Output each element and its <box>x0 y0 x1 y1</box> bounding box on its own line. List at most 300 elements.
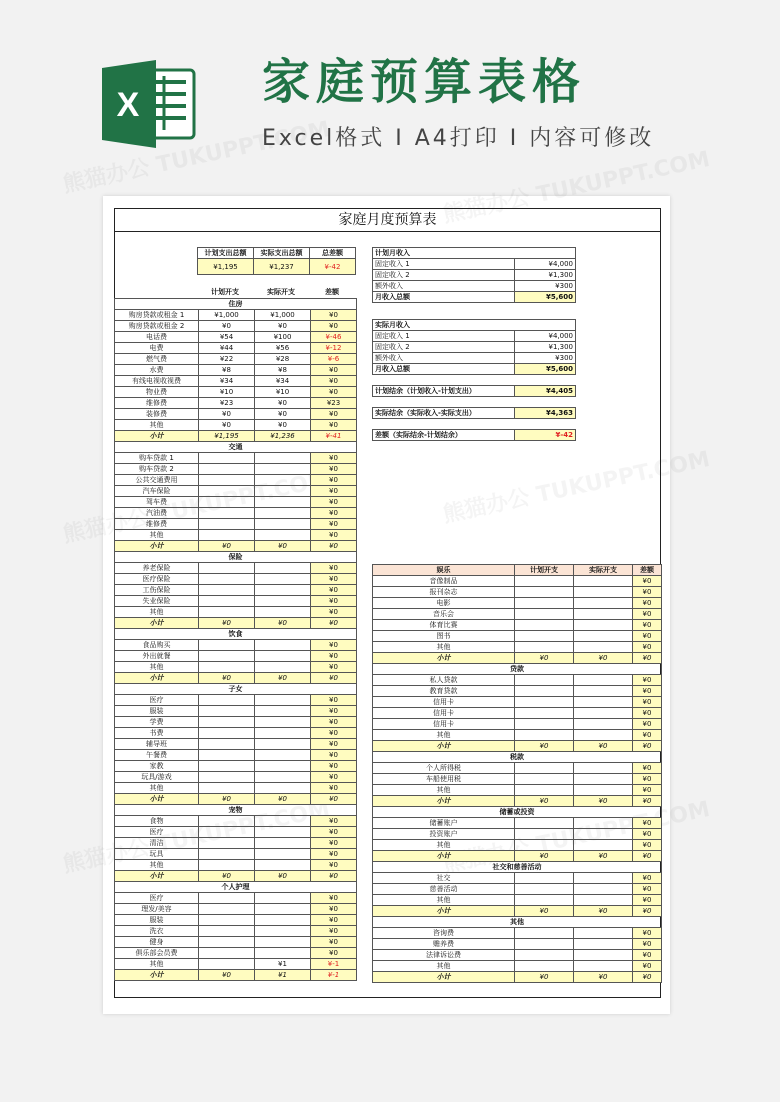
amount-cell[interactable] <box>574 675 633 686</box>
subtotal-value[interactable]: ¥0 <box>311 673 357 684</box>
amount-cell[interactable] <box>515 939 574 950</box>
amount-cell[interactable]: ¥0 <box>255 321 311 332</box>
amount-cell[interactable] <box>255 530 311 541</box>
diff-cell[interactable]: ¥0 <box>633 609 662 620</box>
amount-cell[interactable] <box>515 785 574 796</box>
income-value[interactable]: ¥4,000 <box>515 259 576 270</box>
row-label: 购房贷款或租金 1 <box>115 310 199 321</box>
subtotal-value[interactable]: ¥1,195 <box>199 431 255 442</box>
amount-cell[interactable] <box>199 750 255 761</box>
amount-cell[interactable] <box>515 631 574 642</box>
amount-cell[interactable] <box>199 926 255 937</box>
diff-cell[interactable]: ¥0 <box>633 873 662 884</box>
amount-cell[interactable] <box>199 574 255 585</box>
subtotal-value[interactable]: ¥0 <box>633 796 662 807</box>
diff-cell[interactable]: ¥0 <box>311 717 357 728</box>
income-value[interactable]: ¥300 <box>515 353 576 364</box>
amount-cell[interactable] <box>574 642 633 653</box>
amount-cell[interactable] <box>255 497 311 508</box>
table-row <box>373 686 662 697</box>
amount-cell[interactable] <box>255 585 311 596</box>
amount-cell[interactable] <box>255 519 311 530</box>
amount-cell[interactable] <box>199 937 255 948</box>
amount-cell[interactable] <box>515 774 574 785</box>
subtotal-value[interactable]: ¥0 <box>515 906 574 917</box>
amount-cell[interactable] <box>574 609 633 620</box>
diff-cell[interactable]: ¥0 <box>311 486 357 497</box>
amount-cell[interactable] <box>255 772 311 783</box>
amount-cell[interactable] <box>255 849 311 860</box>
amount-cell[interactable] <box>199 772 255 783</box>
amount-cell[interactable] <box>515 598 574 609</box>
amount-cell[interactable] <box>515 950 574 961</box>
amount-cell[interactable] <box>574 950 633 961</box>
amount-cell[interactable] <box>574 818 633 829</box>
amount-cell[interactable] <box>515 961 574 972</box>
diff-cell[interactable]: ¥0 <box>311 420 357 431</box>
diff-cell[interactable]: ¥-12 <box>311 343 357 354</box>
diff-cell[interactable]: ¥0 <box>311 574 357 585</box>
balance-value[interactable]: ¥-42 <box>515 430 576 441</box>
subtotal-value[interactable]: ¥0 <box>574 796 633 807</box>
amount-cell[interactable] <box>255 475 311 486</box>
diff-cell[interactable]: ¥0 <box>311 948 357 959</box>
diff-cell[interactable]: ¥0 <box>633 928 662 939</box>
diff-cell[interactable]: ¥0 <box>311 750 357 761</box>
diff-cell[interactable]: ¥0 <box>633 950 662 961</box>
income-total-value[interactable]: ¥5,600 <box>515 364 576 375</box>
subtotal-value[interactable]: ¥0 <box>199 970 255 981</box>
table-row <box>115 420 357 431</box>
diff-cell[interactable]: ¥0 <box>633 763 662 774</box>
balance-label: 实际结余（实际收入-实际支出） <box>373 408 515 419</box>
amount-cell[interactable] <box>255 739 311 750</box>
amount-cell[interactable] <box>574 961 633 972</box>
diff-cell[interactable]: ¥0 <box>633 587 662 598</box>
subtotal-value[interactable]: ¥1,236 <box>255 431 311 442</box>
diff-cell[interactable]: ¥0 <box>633 576 662 587</box>
amount-cell[interactable] <box>199 761 255 772</box>
diff-cell[interactable]: ¥0 <box>311 321 357 332</box>
diff-cell[interactable]: ¥0 <box>311 783 357 794</box>
diff-cell[interactable]: ¥0 <box>633 620 662 631</box>
amount-cell[interactable] <box>199 838 255 849</box>
diff-cell[interactable]: ¥0 <box>311 662 357 673</box>
amount-cell[interactable] <box>515 818 574 829</box>
amount-cell[interactable] <box>199 827 255 838</box>
amount-cell[interactable] <box>574 576 633 587</box>
diff-cell[interactable]: ¥-1 <box>311 959 357 970</box>
amount-cell[interactable] <box>199 497 255 508</box>
diff-cell[interactable]: ¥0 <box>633 598 662 609</box>
diff-cell[interactable]: ¥0 <box>311 596 357 607</box>
amount-cell[interactable] <box>199 706 255 717</box>
subtotal-value[interactable]: ¥-41 <box>311 431 357 442</box>
income-value[interactable]: ¥1,300 <box>515 342 576 353</box>
diff-cell[interactable]: ¥0 <box>311 739 357 750</box>
summary-value[interactable]: ¥1,237 <box>254 259 310 275</box>
amount-cell[interactable] <box>199 530 255 541</box>
diff-cell[interactable]: ¥0 <box>633 719 662 730</box>
subtotal-value[interactable]: ¥0 <box>255 794 311 805</box>
row-label: 其他 <box>373 961 515 972</box>
diff-cell[interactable]: ¥0 <box>633 939 662 950</box>
amount-cell[interactable] <box>199 486 255 497</box>
amount-cell[interactable] <box>199 728 255 739</box>
amount-cell[interactable] <box>574 598 633 609</box>
amount-cell[interactable] <box>515 675 574 686</box>
diff-cell[interactable]: ¥0 <box>311 519 357 530</box>
table-row <box>373 829 662 840</box>
amount-cell[interactable] <box>574 774 633 785</box>
diff-cell[interactable]: ¥0 <box>311 585 357 596</box>
subtotal-value[interactable]: ¥-1 <box>311 970 357 981</box>
amount-cell[interactable] <box>255 926 311 937</box>
diff-cell[interactable]: ¥0 <box>311 827 357 838</box>
subtotal-value[interactable]: ¥0 <box>311 794 357 805</box>
amount-cell[interactable] <box>255 948 311 959</box>
diff-cell[interactable]: ¥0 <box>311 860 357 871</box>
diff-cell[interactable]: ¥0 <box>311 761 357 772</box>
amount-cell[interactable]: ¥0 <box>199 409 255 420</box>
amount-cell[interactable] <box>574 884 633 895</box>
diff-cell[interactable]: ¥0 <box>633 686 662 697</box>
amount-cell[interactable] <box>255 904 311 915</box>
subtotal-value[interactable]: ¥0 <box>515 972 574 983</box>
amount-cell[interactable] <box>199 508 255 519</box>
amount-cell[interactable] <box>255 827 311 838</box>
summary-value[interactable]: ¥1,195 <box>198 259 254 275</box>
amount-cell[interactable] <box>199 607 255 618</box>
amount-cell[interactable] <box>574 620 633 631</box>
amount-cell[interactable] <box>255 563 311 574</box>
amount-cell[interactable] <box>574 708 633 719</box>
diff-cell[interactable]: ¥0 <box>311 475 357 486</box>
diff-cell[interactable]: ¥0 <box>633 631 662 642</box>
amount-cell[interactable] <box>574 829 633 840</box>
diff-cell[interactable]: ¥0 <box>633 895 662 906</box>
diff-cell[interactable]: ¥0 <box>311 695 357 706</box>
summary-value[interactable]: ¥-42 <box>310 259 356 275</box>
diff-cell[interactable]: ¥0 <box>311 893 357 904</box>
amount-cell[interactable] <box>199 959 255 970</box>
row-label: 维修费 <box>115 398 199 409</box>
amount-cell[interactable] <box>255 750 311 761</box>
amount-cell[interactable] <box>199 519 255 530</box>
diff-cell[interactable]: ¥-46 <box>311 332 357 343</box>
amount-cell[interactable] <box>515 829 574 840</box>
amount-cell[interactable] <box>199 893 255 904</box>
amount-cell[interactable] <box>199 640 255 651</box>
diff-cell[interactable]: ¥-6 <box>311 354 357 365</box>
diff-cell[interactable]: ¥0 <box>633 818 662 829</box>
amount-cell[interactable] <box>199 596 255 607</box>
diff-cell[interactable]: ¥0 <box>633 829 662 840</box>
amount-cell[interactable] <box>515 642 574 653</box>
income-value[interactable]: ¥300 <box>515 281 576 292</box>
amount-cell[interactable] <box>574 928 633 939</box>
balance-label: 差额（实际结余-计划结余） <box>373 430 515 441</box>
amount-cell[interactable] <box>255 937 311 948</box>
subtotal-value[interactable]: ¥0 <box>633 851 662 862</box>
subtotal-value[interactable]: ¥0 <box>574 851 633 862</box>
amount-cell[interactable] <box>255 662 311 673</box>
amount-cell[interactable] <box>515 763 574 774</box>
diff-cell[interactable]: ¥0 <box>633 730 662 741</box>
amount-cell[interactable] <box>255 508 311 519</box>
amount-cell[interactable]: ¥44 <box>199 343 255 354</box>
diff-cell[interactable]: ¥0 <box>311 376 357 387</box>
subtotal-value[interactable]: ¥0 <box>255 618 311 629</box>
diff-cell[interactable]: ¥0 <box>311 530 357 541</box>
subtotal-value[interactable]: ¥0 <box>515 741 574 752</box>
amount-cell[interactable] <box>574 719 633 730</box>
table-row <box>373 884 662 895</box>
amount-cell[interactable] <box>255 574 311 585</box>
amount-cell[interactable] <box>199 695 255 706</box>
diff-cell[interactable]: ¥0 <box>633 840 662 851</box>
subtotal-label: 小计 <box>115 673 199 684</box>
diff-cell[interactable]: ¥0 <box>311 497 357 508</box>
amount-cell[interactable] <box>515 576 574 587</box>
amount-cell[interactable] <box>574 686 633 697</box>
amount-cell[interactable]: ¥8 <box>255 365 311 376</box>
amount-cell[interactable] <box>255 640 311 651</box>
amount-cell[interactable]: ¥1 <box>255 959 311 970</box>
table-row <box>373 818 662 829</box>
income-value[interactable]: ¥1,300 <box>515 270 576 281</box>
subtotal-value[interactable]: ¥0 <box>633 653 662 664</box>
amount-cell[interactable]: ¥100 <box>255 332 311 343</box>
diff-cell[interactable]: ¥0 <box>311 915 357 926</box>
amount-cell[interactable] <box>574 785 633 796</box>
amount-cell[interactable] <box>255 893 311 904</box>
diff-cell[interactable]: ¥0 <box>633 642 662 653</box>
amount-cell[interactable] <box>574 895 633 906</box>
subtotal-row <box>115 794 357 805</box>
amount-cell[interactable] <box>199 717 255 728</box>
table-row <box>115 486 357 497</box>
amount-cell[interactable] <box>199 464 255 475</box>
amount-cell[interactable] <box>255 783 311 794</box>
amount-cell[interactable] <box>255 464 311 475</box>
diff-cell[interactable]: ¥0 <box>311 772 357 783</box>
diff-cell[interactable]: ¥0 <box>633 884 662 895</box>
amount-cell[interactable] <box>199 662 255 673</box>
amount-cell[interactable]: ¥0 <box>255 398 311 409</box>
subtotal-value[interactable]: ¥0 <box>311 871 357 882</box>
amount-cell[interactable] <box>255 453 311 464</box>
diff-cell[interactable]: ¥0 <box>311 706 357 717</box>
amount-cell[interactable] <box>574 840 633 851</box>
diff-cell[interactable]: ¥0 <box>311 508 357 519</box>
amount-cell[interactable] <box>199 915 255 926</box>
diff-cell[interactable]: ¥0 <box>311 849 357 860</box>
diff-cell[interactable]: ¥0 <box>311 365 357 376</box>
amount-cell[interactable] <box>574 939 633 950</box>
amount-cell[interactable] <box>515 730 574 741</box>
table-row <box>115 827 357 838</box>
amount-cell[interactable] <box>255 860 311 871</box>
diff-cell[interactable]: ¥0 <box>311 838 357 849</box>
balance-value[interactable]: ¥4,363 <box>515 408 576 419</box>
diff-cell[interactable]: ¥0 <box>311 563 357 574</box>
diff-cell[interactable]: ¥0 <box>633 785 662 796</box>
balance-diff <box>372 429 576 441</box>
table-row <box>115 464 357 475</box>
diff-cell[interactable]: ¥0 <box>633 708 662 719</box>
diff-cell[interactable]: ¥0 <box>311 937 357 948</box>
income-label: 额外收入 <box>373 281 515 292</box>
row-label: 养老保险 <box>115 563 199 574</box>
subtotal-value[interactable]: ¥0 <box>515 653 574 664</box>
amount-cell[interactable] <box>255 816 311 827</box>
amount-cell[interactable] <box>199 475 255 486</box>
amount-cell[interactable]: ¥1,000 <box>199 310 255 321</box>
amount-cell[interactable] <box>199 849 255 860</box>
subtotal-value[interactable]: ¥1 <box>255 970 311 981</box>
amount-cell[interactable] <box>199 783 255 794</box>
diff-cell[interactable]: ¥0 <box>311 387 357 398</box>
amount-cell[interactable]: ¥10 <box>255 387 311 398</box>
amount-cell[interactable] <box>255 838 311 849</box>
diff-cell[interactable]: ¥0 <box>311 409 357 420</box>
amount-cell[interactable] <box>515 719 574 730</box>
table-row <box>115 640 357 651</box>
amount-cell[interactable] <box>515 895 574 906</box>
amount-cell[interactable]: ¥22 <box>199 354 255 365</box>
amount-cell[interactable] <box>515 928 574 939</box>
amount-cell[interactable]: ¥0 <box>199 321 255 332</box>
amount-cell[interactable]: ¥56 <box>255 343 311 354</box>
amount-cell[interactable] <box>255 706 311 717</box>
amount-cell[interactable]: ¥34 <box>199 376 255 387</box>
amount-cell[interactable] <box>515 587 574 598</box>
amount-cell[interactable] <box>255 486 311 497</box>
amount-cell[interactable] <box>574 631 633 642</box>
amount-cell[interactable] <box>199 860 255 871</box>
subtotal-value[interactable]: ¥0 <box>199 871 255 882</box>
subtotal-value[interactable]: ¥0 <box>633 741 662 752</box>
amount-cell[interactable]: ¥10 <box>199 387 255 398</box>
income-value[interactable]: ¥4,000 <box>515 331 576 342</box>
diff-cell[interactable]: ¥0 <box>311 904 357 915</box>
amount-cell[interactable] <box>574 697 633 708</box>
diff-cell[interactable]: ¥0 <box>311 651 357 662</box>
diff-cell[interactable]: ¥0 <box>633 774 662 785</box>
balance-value[interactable]: ¥4,405 <box>515 386 576 397</box>
subtotal-value[interactable]: ¥0 <box>574 906 633 917</box>
table-row <box>115 409 357 420</box>
subtotal-value[interactable]: ¥0 <box>574 972 633 983</box>
amount-cell[interactable] <box>199 563 255 574</box>
amount-cell[interactable]: ¥0 <box>255 420 311 431</box>
amount-cell[interactable] <box>255 728 311 739</box>
amount-cell[interactable] <box>199 904 255 915</box>
diff-cell[interactable]: ¥0 <box>311 310 357 321</box>
amount-cell[interactable] <box>255 761 311 772</box>
amount-cell[interactable]: ¥23 <box>199 398 255 409</box>
diff-cell[interactable]: ¥0 <box>311 453 357 464</box>
amount-cell[interactable]: ¥34 <box>255 376 311 387</box>
amount-cell[interactable] <box>574 873 633 884</box>
amount-cell[interactable]: ¥0 <box>199 420 255 431</box>
amount-cell[interactable] <box>199 585 255 596</box>
amount-cell[interactable] <box>199 739 255 750</box>
amount-cell[interactable] <box>574 763 633 774</box>
amount-cell[interactable] <box>515 620 574 631</box>
diff-cell[interactable]: ¥0 <box>311 464 357 475</box>
row-label: 其他 <box>373 642 515 653</box>
subtotal-value[interactable]: ¥0 <box>199 673 255 684</box>
subtotal-value[interactable]: ¥0 <box>199 618 255 629</box>
amount-cell[interactable] <box>255 717 311 728</box>
amount-cell[interactable]: ¥28 <box>255 354 311 365</box>
amount-cell[interactable] <box>515 840 574 851</box>
subtotal-value[interactable]: ¥0 <box>633 972 662 983</box>
subtotal-value[interactable]: ¥0 <box>255 673 311 684</box>
subtotal-value[interactable]: ¥0 <box>574 741 633 752</box>
amount-cell[interactable] <box>515 697 574 708</box>
amount-cell[interactable] <box>574 730 633 741</box>
amount-cell[interactable] <box>515 609 574 620</box>
subtotal-value[interactable]: ¥0 <box>255 541 311 552</box>
row-label: 汽车保险 <box>115 486 199 497</box>
row-label: 车船使用税 <box>373 774 515 785</box>
diff-cell[interactable]: ¥0 <box>311 728 357 739</box>
amount-cell[interactable] <box>199 948 255 959</box>
diff-cell[interactable]: ¥23 <box>311 398 357 409</box>
amount-cell[interactable] <box>255 596 311 607</box>
amount-cell[interactable] <box>515 873 574 884</box>
diff-cell[interactable]: ¥0 <box>633 961 662 972</box>
subtotal-value[interactable]: ¥0 <box>311 618 357 629</box>
amount-cell[interactable] <box>255 651 311 662</box>
amount-cell[interactable] <box>255 607 311 618</box>
subtotal-value[interactable]: ¥0 <box>515 851 574 862</box>
income-total-value[interactable]: ¥5,600 <box>515 292 576 303</box>
amount-cell[interactable]: ¥0 <box>255 409 311 420</box>
amount-cell[interactable] <box>515 686 574 697</box>
amount-cell[interactable]: ¥1,000 <box>255 310 311 321</box>
diff-cell[interactable]: ¥0 <box>311 640 357 651</box>
amount-cell[interactable]: ¥54 <box>199 332 255 343</box>
amount-cell[interactable] <box>199 816 255 827</box>
subtotal-value[interactable]: ¥0 <box>199 794 255 805</box>
amount-cell[interactable] <box>255 695 311 706</box>
amount-cell[interactable]: ¥8 <box>199 365 255 376</box>
amount-cell[interactable] <box>515 708 574 719</box>
diff-cell[interactable]: ¥0 <box>311 816 357 827</box>
diff-cell[interactable]: ¥0 <box>311 607 357 618</box>
diff-cell[interactable]: ¥0 <box>633 697 662 708</box>
subtotal-value[interactable]: ¥0 <box>633 906 662 917</box>
amount-cell[interactable] <box>255 915 311 926</box>
section-header-row <box>115 442 357 453</box>
table-row <box>115 904 357 915</box>
subtotal-value[interactable]: ¥0 <box>574 653 633 664</box>
diff-cell[interactable]: ¥0 <box>311 926 357 937</box>
subtotal-value[interactable]: ¥0 <box>515 796 574 807</box>
amount-cell[interactable] <box>574 587 633 598</box>
diff-cell[interactable]: ¥0 <box>633 675 662 686</box>
amount-cell[interactable] <box>199 651 255 662</box>
subtotal-value[interactable]: ¥0 <box>255 871 311 882</box>
amount-cell[interactable] <box>515 884 574 895</box>
subtotal-value[interactable]: ¥0 <box>311 541 357 552</box>
subtotal-value[interactable]: ¥0 <box>199 541 255 552</box>
amount-cell[interactable] <box>199 453 255 464</box>
